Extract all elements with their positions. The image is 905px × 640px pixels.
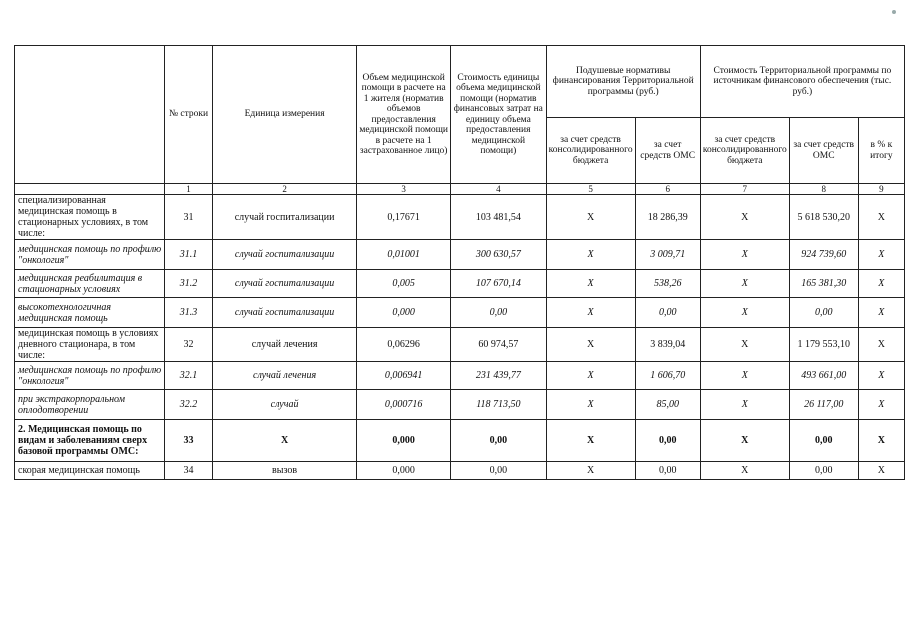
row-oms: 3 009,71 <box>635 240 700 270</box>
row-budget: Х <box>546 420 635 462</box>
row-name: 2. Медицинская помощь по видам и заболеваниям сверх базовой программы ОМС: <box>15 420 165 462</box>
row-percent: Х <box>858 462 904 480</box>
table-row <box>15 328 905 362</box>
row-oms-2: 165 381,30 <box>789 270 858 298</box>
col-number: 9 <box>858 184 904 195</box>
row-unit-cost: 60 974,57 <box>451 328 547 362</box>
row-oms: 18 286,39 <box>635 195 700 240</box>
row-volume: 0,000716 <box>357 390 451 420</box>
row-budget-2: Х <box>700 390 789 420</box>
header-cost-total: Стоимость Территориальной программы по источникам финансового обеспечения (тыс. руб.) <box>700 46 904 118</box>
table-row <box>15 362 905 390</box>
header-oms: за счет средств ОМС <box>635 118 700 184</box>
row-oms: 85,00 <box>635 390 700 420</box>
header-name <box>15 46 165 184</box>
col-number: 4 <box>451 184 547 195</box>
table-row <box>15 462 905 480</box>
row-oms-2: 924 739,60 <box>789 240 858 270</box>
row-unit-cost: 0,00 <box>451 298 547 328</box>
row-number: 32 <box>165 328 213 362</box>
row-unit: случай госпитализации <box>212 298 356 328</box>
row-number: 31.3 <box>165 298 213 328</box>
header-unit-cost: Стоимость единицы объема медицинской помощи (норматив финансовых затрат на единицу объема предоставления медицинской помощи) <box>451 46 547 184</box>
row-budget-2: Х <box>700 195 789 240</box>
col-number-blank <box>15 184 165 195</box>
table-row <box>15 240 905 270</box>
row-unit-cost: 107 670,14 <box>451 270 547 298</box>
row-oms-2: 26 117,00 <box>789 390 858 420</box>
row-oms-2: 0,00 <box>789 462 858 480</box>
col-number: 6 <box>635 184 700 195</box>
row-volume: 0,17671 <box>357 195 451 240</box>
row-budget-2: Х <box>700 270 789 298</box>
row-name: медицинская реабилитация в стационарных условиях <box>15 270 165 298</box>
header-budget: за счет средств консолидированного бюджета <box>546 118 635 184</box>
table-row <box>15 270 905 298</box>
row-unit: случай <box>212 390 356 420</box>
row-oms-2: 1 179 553,10 <box>789 328 858 362</box>
col-number: 3 <box>357 184 451 195</box>
row-unit: Х <box>212 420 356 462</box>
col-number: 7 <box>700 184 789 195</box>
row-name: медицинская помощь по профилю "онкология" <box>15 240 165 270</box>
row-percent: Х <box>858 362 904 390</box>
row-percent: Х <box>858 240 904 270</box>
row-budget: Х <box>546 298 635 328</box>
row-budget-2: Х <box>700 240 789 270</box>
row-percent: Х <box>858 195 904 240</box>
table-row <box>15 420 905 462</box>
row-oms-2: 5 618 530,20 <box>789 195 858 240</box>
row-number: 32.1 <box>165 362 213 390</box>
row-volume: 0,000 <box>357 462 451 480</box>
row-percent: Х <box>858 390 904 420</box>
row-unit-cost: 0,00 <box>451 462 547 480</box>
col-number: 8 <box>789 184 858 195</box>
row-name: скорая медицинская помощь <box>15 462 165 480</box>
table-row <box>15 390 905 420</box>
row-unit: случай лечения <box>212 328 356 362</box>
row-name: специализированная медицинская помощь в стационарных условиях, в том числе: <box>15 195 165 240</box>
row-unit-cost: 0,00 <box>451 420 547 462</box>
row-budget: Х <box>546 195 635 240</box>
row-unit: случай госпитализации <box>212 195 356 240</box>
financing-table <box>14 45 905 480</box>
row-number: 31 <box>165 195 213 240</box>
row-number: 34 <box>165 462 213 480</box>
row-oms: 538,26 <box>635 270 700 298</box>
row-volume: 0,01001 <box>357 240 451 270</box>
row-unit-cost: 231 439,77 <box>451 362 547 390</box>
row-unit: случай госпитализации <box>212 240 356 270</box>
row-percent: Х <box>858 298 904 328</box>
col-number: 5 <box>546 184 635 195</box>
header-per-capita: Подушевые нормативы финансирования Территориальной программы (руб.) <box>546 46 700 118</box>
row-volume: 0,005 <box>357 270 451 298</box>
header-volume: Объем медицинской помощи в расчете на 1 жителя (норматив объемов предоставления медицинской помощи в расчете на 1 застрахованное лицо) <box>357 46 451 184</box>
row-budget-2: Х <box>700 328 789 362</box>
row-oms-2: 0,00 <box>789 298 858 328</box>
row-oms: 3 839,04 <box>635 328 700 362</box>
row-volume: 0,06296 <box>357 328 451 362</box>
row-oms: 0,00 <box>635 298 700 328</box>
row-volume: 0,000 <box>357 298 451 328</box>
scan-dot <box>892 10 896 14</box>
row-unit: случай госпитализации <box>212 270 356 298</box>
row-percent: Х <box>858 270 904 298</box>
row-percent: Х <box>858 328 904 362</box>
row-unit-cost: 118 713,50 <box>451 390 547 420</box>
row-percent: Х <box>858 420 904 462</box>
row-volume: 0,000 <box>357 420 451 462</box>
row-name: медицинская помощь в условиях дневного стационара, в том числе: <box>15 328 165 362</box>
header-budget-2: за счет средств консолидированного бюджета <box>700 118 789 184</box>
row-number: 33 <box>165 420 213 462</box>
row-name: при экстракорпоральном оплодотворении <box>15 390 165 420</box>
row-oms: 0,00 <box>635 462 700 480</box>
col-number: 1 <box>165 184 213 195</box>
row-budget-2: Х <box>700 362 789 390</box>
header-unit: Единица измерения <box>212 46 356 184</box>
col-number: 2 <box>212 184 356 195</box>
row-budget: Х <box>546 462 635 480</box>
row-volume: 0,006941 <box>357 362 451 390</box>
row-number: 31.2 <box>165 270 213 298</box>
row-unit: случай лечения <box>212 362 356 390</box>
row-budget: Х <box>546 240 635 270</box>
row-unit-cost: 300 630,57 <box>451 240 547 270</box>
row-oms: 0,00 <box>635 420 700 462</box>
row-oms-2: 493 661,00 <box>789 362 858 390</box>
row-budget: Х <box>546 328 635 362</box>
header-row-number: № строки <box>165 46 213 184</box>
row-number: 32.2 <box>165 390 213 420</box>
row-number: 31.1 <box>165 240 213 270</box>
row-budget-2: Х <box>700 462 789 480</box>
row-oms-2: 0,00 <box>789 420 858 462</box>
row-name: медицинская помощь по профилю "онкология" <box>15 362 165 390</box>
table-row <box>15 195 905 240</box>
row-unit-cost: 103 481,54 <box>451 195 547 240</box>
row-unit: вызов <box>212 462 356 480</box>
table-row <box>15 298 905 328</box>
row-budget-2: Х <box>700 420 789 462</box>
row-budget: Х <box>546 390 635 420</box>
row-budget: Х <box>546 270 635 298</box>
header-oms-2: за счет средств ОМС <box>789 118 858 184</box>
row-oms: 1 606,70 <box>635 362 700 390</box>
row-budget-2: Х <box>700 298 789 328</box>
row-name: высокотехнологичная медицинская помощь <box>15 298 165 328</box>
row-budget: Х <box>546 362 635 390</box>
header-percent: в % к итогу <box>858 118 904 184</box>
